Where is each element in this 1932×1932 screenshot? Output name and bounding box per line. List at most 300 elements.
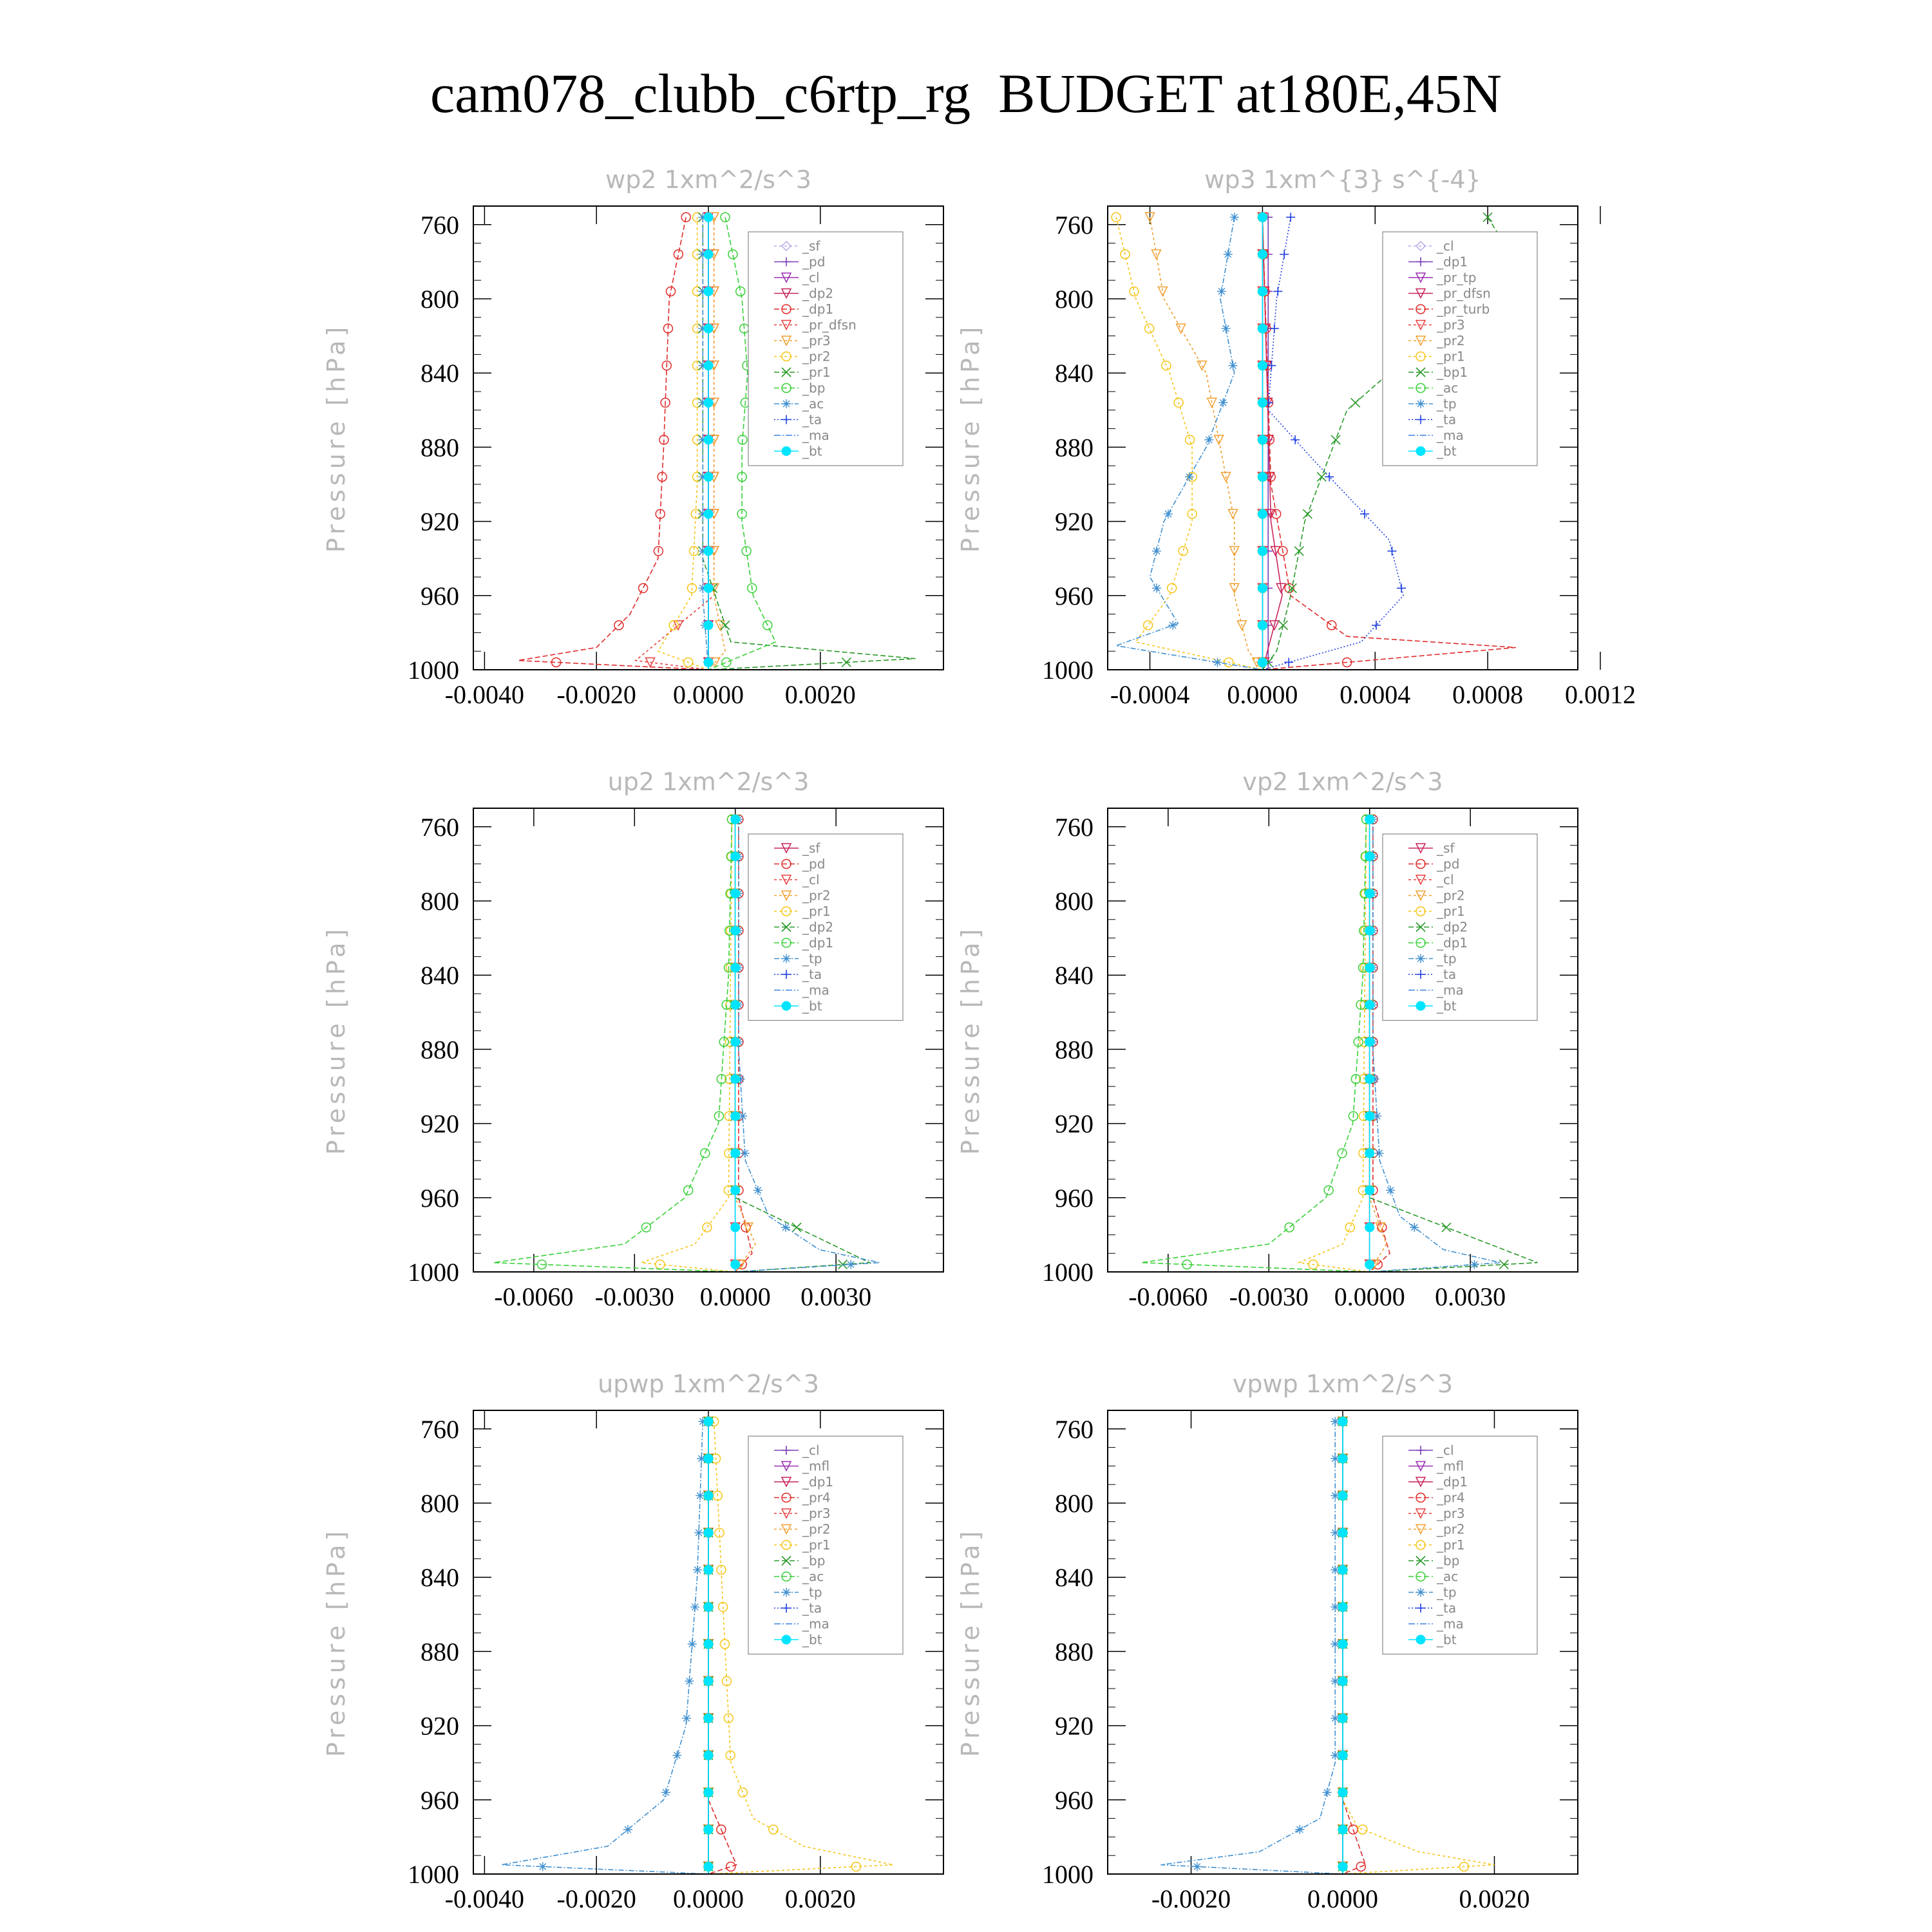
series-marker (704, 1714, 713, 1723)
legend-label: _pr_dfsn (802, 317, 857, 333)
series-marker (1338, 1454, 1347, 1463)
y-tick-label: 960 (421, 1183, 459, 1213)
series-marker (704, 1454, 713, 1463)
legend-marker (1416, 954, 1425, 963)
series-marker (1338, 1566, 1347, 1575)
legend-label: _ta (802, 967, 822, 982)
legend-label: _tp (802, 951, 822, 967)
series-marker (1365, 1037, 1374, 1046)
series-line (493, 819, 735, 1272)
legend-marker (1416, 1588, 1425, 1597)
series-marker (1258, 287, 1267, 296)
y-tick-label: 880 (421, 1637, 459, 1667)
series-marker (728, 250, 737, 259)
series-line (1160, 1421, 1343, 1874)
series-marker (1442, 1223, 1451, 1232)
legend-label: _dp1 (1437, 1474, 1468, 1490)
series-marker (704, 1417, 713, 1426)
series-marker (1338, 1491, 1347, 1500)
series-marker (704, 1788, 713, 1797)
series-line (1116, 217, 1262, 670)
panel-title: wp2 1xm^2/s^3 (605, 166, 811, 194)
series-marker (731, 1112, 740, 1121)
series-marker (1338, 1676, 1347, 1685)
y-tick-label: 960 (1055, 581, 1094, 611)
series-marker (1258, 398, 1267, 407)
series-marker (703, 1223, 712, 1232)
legend-marker (782, 954, 791, 963)
legend-label: _bt (802, 998, 822, 1014)
series-marker (1258, 361, 1267, 370)
series-line (1262, 217, 1403, 670)
legend-marker (1416, 1635, 1425, 1644)
series-marker (1323, 1788, 1332, 1797)
series-marker (1365, 1260, 1374, 1269)
legend-label: _pd (802, 856, 826, 872)
panel-title: vpwp 1xm^2/s^3 (1232, 1370, 1454, 1398)
series-marker (1258, 583, 1267, 592)
y-tick-label: 760 (421, 812, 459, 842)
series-marker (704, 621, 713, 630)
series-marker (1410, 1223, 1419, 1232)
legend-label: _bt (1437, 443, 1457, 459)
series-marker (623, 1825, 632, 1834)
series-marker (1208, 398, 1217, 407)
legend-label: _ta (1437, 412, 1457, 428)
series-marker (1258, 324, 1267, 333)
legend-label: _pr2 (1437, 1521, 1465, 1537)
series-marker (1218, 398, 1227, 407)
series-marker (704, 1825, 713, 1834)
x-tick-label: 0.0000 (1307, 1884, 1378, 1913)
series-marker (1258, 435, 1267, 444)
legend-label: _pd (802, 254, 826, 270)
series-marker (1258, 658, 1267, 667)
series-marker (1338, 1751, 1347, 1760)
page-title: cam078_clubb_c6rtp_rg BUDGET at180E,45N (430, 62, 1502, 124)
legend-label: _pr_dfsn (1437, 285, 1491, 301)
y-tick-label: 920 (421, 1109, 459, 1139)
legend-label: _dp1 (1437, 254, 1468, 270)
series-marker (1144, 621, 1153, 630)
legend-label: _bp (802, 1553, 826, 1569)
y-tick-label: 920 (421, 507, 459, 536)
y-tick-label: 840 (1055, 961, 1094, 990)
series-marker (1217, 287, 1226, 296)
legend-marker (782, 447, 791, 456)
legend-label: _ma (802, 1616, 829, 1632)
y-axis-label: Pressure [hPa] (322, 323, 350, 553)
series-marker (1470, 1260, 1479, 1269)
series-marker (792, 1223, 801, 1232)
series-marker (1278, 621, 1287, 630)
series-marker (731, 1260, 740, 1269)
series-marker (1270, 324, 1279, 333)
series-marker (731, 815, 740, 824)
series-marker (682, 1714, 691, 1723)
legend-label: _ac (1437, 380, 1459, 396)
series-marker (704, 398, 713, 407)
series-marker (731, 1074, 740, 1083)
legend-label: _mfl (1437, 1458, 1464, 1474)
y-tick-label: 840 (421, 359, 459, 388)
series-marker (1303, 509, 1312, 518)
series-marker (704, 1491, 713, 1500)
legend-label: _pr4 (1437, 1490, 1465, 1506)
panel-5 (322, 1370, 943, 1913)
series-marker (1258, 250, 1267, 259)
series-marker (1338, 1640, 1347, 1649)
legend-label: _pr2 (802, 1521, 831, 1537)
series-marker (704, 213, 713, 222)
y-tick-label: 920 (1055, 1711, 1094, 1741)
series-marker (1215, 435, 1224, 444)
y-tick-label: 880 (1055, 1035, 1094, 1065)
legend-label: _ma (1437, 428, 1464, 443)
y-tick-label: 800 (421, 285, 459, 314)
series-marker (1258, 621, 1267, 630)
x-tick-label: -0.0060 (1128, 1282, 1208, 1311)
x-tick-label: 0.0000 (1227, 680, 1298, 709)
y-tick-label: 760 (421, 210, 459, 240)
series-marker (1145, 324, 1154, 333)
series-marker (1186, 435, 1195, 444)
series-marker (731, 963, 740, 972)
series-marker (726, 1862, 735, 1871)
legend-marker (1416, 447, 1425, 456)
series-marker (753, 1186, 762, 1195)
legend-label: _pr1 (1437, 1537, 1465, 1553)
series-marker (661, 1788, 670, 1797)
legend-label: _cl (802, 1443, 820, 1458)
x-tick-label: -0.0060 (494, 1282, 574, 1311)
series-marker (1197, 361, 1206, 370)
legend-label: _pd (1437, 856, 1460, 872)
series-marker (1338, 1825, 1347, 1834)
legend-label: _sf (802, 238, 820, 254)
legend-label: _pr3 (1437, 1506, 1465, 1521)
series-marker (704, 1566, 713, 1575)
series-marker (1351, 398, 1360, 407)
legend-label: _dp2 (802, 919, 834, 935)
series-marker (704, 361, 713, 370)
series-marker (1258, 547, 1267, 556)
series-marker (1284, 658, 1293, 667)
series-marker (704, 1528, 713, 1537)
series-marker (704, 324, 713, 333)
series-marker (1285, 1223, 1294, 1232)
series-marker (1158, 287, 1167, 296)
legend-label: _bt (802, 1632, 822, 1647)
x-tick-label: -0.0030 (1229, 1282, 1309, 1311)
series-marker (704, 1862, 713, 1871)
series-marker (688, 1640, 697, 1649)
series-marker (1365, 1074, 1374, 1083)
legend-label: _cl (1437, 872, 1454, 887)
legend-label: _dp2 (802, 285, 834, 301)
x-tick-label: 0.0020 (1459, 1884, 1530, 1913)
legend-marker (782, 1001, 791, 1010)
y-axis-label: Pressure [hPa] (322, 1527, 350, 1757)
series-marker (1358, 1825, 1367, 1834)
series-marker (731, 1000, 740, 1009)
series-marker (704, 509, 713, 518)
series-marker (672, 1751, 681, 1760)
legend-label: _cl (1437, 238, 1454, 254)
x-tick-label: -0.0020 (556, 1884, 636, 1913)
y-tick-label: 840 (421, 1563, 459, 1593)
series-line (1299, 819, 1370, 1272)
series-marker (1162, 361, 1171, 370)
y-tick-label: 880 (421, 433, 459, 462)
y-tick-label: 960 (421, 1785, 459, 1815)
series-marker (1327, 621, 1336, 630)
y-tick-label: 800 (421, 1489, 459, 1518)
x-tick-label: -0.0020 (556, 680, 636, 709)
legend-label: _bp1 (1437, 365, 1468, 380)
series-marker (1365, 889, 1374, 898)
x-tick-label: 0.0000 (673, 1884, 744, 1913)
y-axis-label: Pressure [hPa] (322, 925, 350, 1155)
legend-label: _ma (1437, 1616, 1464, 1632)
y-tick-label: 880 (1055, 433, 1094, 462)
series-marker (1286, 213, 1295, 222)
x-tick-label: 0.0008 (1452, 680, 1524, 709)
series-marker (1258, 213, 1267, 222)
legend-label: _pr_tp (1437, 270, 1477, 285)
series-marker (1365, 852, 1374, 861)
panel-title: up2 1xm^2/s^3 (607, 768, 810, 796)
y-tick-label: 1000 (1042, 1860, 1094, 1889)
series-marker (684, 1186, 693, 1195)
series-marker (1331, 435, 1340, 444)
series-marker (1168, 621, 1177, 630)
series-marker (667, 287, 676, 296)
series-marker (704, 435, 713, 444)
legend-label: _pr3 (1437, 317, 1465, 333)
x-tick-label: -0.0040 (444, 1884, 525, 1913)
y-tick-label: 760 (1055, 812, 1094, 842)
series-marker (1230, 213, 1239, 222)
x-tick-label: -0.0040 (444, 680, 525, 709)
y-tick-label: 1000 (408, 1258, 459, 1287)
series-marker (781, 1223, 790, 1232)
y-tick-label: 960 (1055, 1785, 1094, 1815)
series-marker (1360, 509, 1369, 518)
legend-label: _pr1 (802, 365, 831, 380)
panel-title: upwp 1xm^2/s^3 (598, 1370, 819, 1398)
legend-label: _pr2 (1437, 887, 1465, 904)
legend-marker (782, 1635, 791, 1644)
legend-marker (1416, 1001, 1425, 1010)
y-tick-label: 880 (1055, 1637, 1094, 1667)
panel-6 (956, 1370, 1578, 1913)
legend-label: _sf (802, 840, 820, 856)
series-marker (704, 287, 713, 296)
legend-label: _pr1 (1437, 348, 1465, 365)
series-marker (738, 1788, 747, 1797)
y-tick-label: 800 (1055, 887, 1094, 916)
legend-label: _ac (802, 1569, 824, 1584)
y-tick-label: 1000 (1042, 656, 1094, 685)
series-marker (704, 1640, 713, 1649)
y-tick-label: 960 (1055, 1183, 1094, 1213)
legend-label: _cl (802, 270, 820, 285)
legend-label: _bp (1437, 1553, 1460, 1569)
legend-label: _pr2 (1437, 333, 1465, 348)
x-tick-label: 0.0004 (1340, 680, 1411, 709)
series-marker (1365, 815, 1374, 824)
legend-marker (1416, 399, 1425, 408)
series-marker (681, 213, 690, 222)
series-marker (704, 658, 713, 667)
series-marker (704, 1676, 713, 1685)
legend-label: _bp (802, 380, 826, 396)
series-marker (1179, 547, 1188, 556)
series-marker (1338, 1788, 1347, 1797)
legend-label: _pr_turb (1437, 301, 1490, 317)
series-marker (1294, 547, 1303, 556)
series-marker (1386, 1186, 1395, 1195)
x-tick-label: 0.0030 (1435, 1282, 1506, 1311)
legend-label: _pr4 (802, 1490, 831, 1506)
legend-label: _dp2 (1437, 919, 1468, 935)
legend-label: _dp1 (802, 301, 834, 317)
series-marker (1365, 1149, 1374, 1158)
series-marker (1273, 287, 1282, 296)
y-axis-label: Pressure [hPa] (956, 1527, 985, 1757)
legend-label: _pr3 (802, 1506, 831, 1521)
series-marker (1204, 435, 1213, 444)
series-line (1150, 217, 1263, 670)
y-axis-label: Pressure [hPa] (956, 323, 985, 553)
x-tick-label: 0.0020 (784, 680, 856, 709)
series-marker (685, 1676, 694, 1685)
y-tick-label: 760 (421, 1414, 459, 1444)
series-marker (1152, 583, 1161, 592)
y-tick-label: 800 (1055, 1489, 1094, 1518)
legend-label: _ma (802, 428, 829, 443)
series-marker (1295, 1825, 1304, 1834)
legend-label: _tp (1437, 396, 1457, 412)
series-marker (736, 287, 745, 296)
legend-label: _ma (802, 982, 829, 998)
legend-label: _dp1 (802, 1474, 834, 1490)
y-tick-label: 960 (421, 581, 459, 611)
series-marker (693, 1566, 702, 1575)
x-tick-label: 0.0000 (1334, 1282, 1405, 1311)
series-marker (1345, 1223, 1354, 1232)
y-tick-label: 800 (1055, 285, 1094, 314)
series-marker (1193, 1862, 1202, 1871)
legend-marker (782, 1588, 791, 1597)
legend-label: _ma (1437, 982, 1464, 998)
legend-label: _sf (1437, 840, 1455, 856)
legend-label: _dp1 (802, 935, 834, 951)
x-tick-label: -0.0004 (1110, 680, 1190, 709)
x-tick-label: 0.0020 (784, 1884, 856, 1913)
x-tick-label: 0.0012 (1564, 680, 1636, 709)
series-marker (731, 1149, 740, 1158)
y-tick-label: 840 (1055, 1563, 1094, 1593)
series-line (518, 217, 709, 670)
series-marker (690, 1602, 699, 1611)
x-tick-label: 0.0030 (800, 1282, 872, 1311)
series-line (1141, 819, 1370, 1272)
y-tick-label: 1000 (408, 656, 459, 685)
y-tick-label: 800 (421, 887, 459, 916)
x-tick-label: 0.0000 (699, 1282, 771, 1311)
y-tick-label: 920 (1055, 1109, 1094, 1139)
legend-label: _tp (802, 1584, 822, 1600)
y-tick-label: 760 (1055, 1414, 1094, 1444)
y-tick-label: 1000 (1042, 1258, 1094, 1287)
legend-label: _pr2 (802, 887, 831, 904)
series-line (502, 1421, 709, 1874)
legend-label: _bt (1437, 998, 1457, 1014)
x-tick-label: -0.0030 (594, 1282, 674, 1311)
y-tick-label: 880 (421, 1035, 459, 1065)
y-tick-label: 760 (1055, 210, 1094, 240)
panel-3 (322, 768, 943, 1311)
series-marker (538, 1862, 547, 1871)
series-marker (721, 213, 730, 222)
series-marker (1152, 547, 1161, 556)
series-marker (639, 583, 648, 592)
y-tick-label: 1000 (408, 1860, 459, 1889)
legend-label: _pr1 (1437, 904, 1465, 919)
legend-label: _tp (1437, 951, 1457, 967)
legend-label: _ta (1437, 967, 1457, 982)
series-marker (1229, 361, 1238, 370)
legend-label: _ta (802, 1600, 822, 1616)
legend-label: _ta (1437, 1600, 1457, 1616)
series-marker (704, 472, 713, 481)
series-marker (722, 658, 731, 667)
y-tick-label: 840 (421, 961, 459, 990)
series-marker (846, 1260, 855, 1269)
legend-marker (782, 399, 791, 408)
series-marker (1258, 509, 1267, 518)
legend-label: _cl (802, 872, 820, 887)
series-marker (1258, 472, 1267, 481)
panel-4 (956, 768, 1578, 1311)
legend-label: _tp (1437, 1584, 1457, 1600)
x-tick-label: 0.0000 (673, 680, 744, 709)
series-marker (1387, 547, 1396, 556)
series-marker (1338, 1528, 1347, 1537)
x-tick-label: -0.0020 (1151, 1884, 1231, 1913)
legend-label: _dp1 (1437, 935, 1468, 951)
series-marker (1338, 1862, 1347, 1871)
series-marker (704, 547, 713, 556)
legend-label: _ac (802, 396, 824, 412)
series-marker (1365, 1223, 1374, 1232)
legend-label: _cl (1437, 1443, 1454, 1458)
series-marker (1338, 1714, 1347, 1723)
series-line (1116, 217, 1262, 670)
y-tick-label: 840 (1055, 359, 1094, 388)
legend-label: _ac (1437, 1569, 1459, 1584)
series-marker (1365, 1112, 1374, 1121)
series-marker (1365, 963, 1374, 972)
series-marker (1317, 472, 1326, 481)
legend-label: _bt (802, 443, 822, 459)
series-marker (1365, 1000, 1374, 1009)
legend-label: _pr2 (802, 348, 831, 365)
series-marker (704, 250, 713, 259)
series-marker (731, 1223, 740, 1232)
